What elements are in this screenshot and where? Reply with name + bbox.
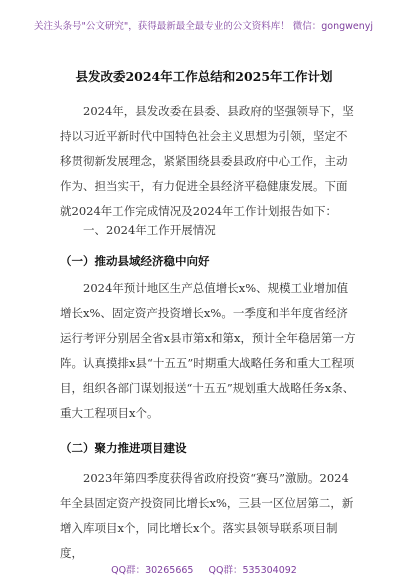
section-heading: 一、2024年工作开展情况 [83, 223, 216, 237]
footer-contact [0, 562, 408, 576]
header-banner: 关注头条号"公文研究"，获得最新最全最专业的公文资料库！ 微信：gongwenyj [34, 21, 374, 32]
paragraph-projects: 2023年第四季度获得省政府投资“赛马”激励。2024年全县固定资产投资同比增长x%，三县一区位居第二，新增入库项目x个，同比增长x个。落实县领导联系项目制度， [60, 471, 354, 560]
intro-paragraph: 2024年，县发改委在县委、县政府的坚强领导下，坚持以习近平新时代中国特色社会主义思想为引领，坚定不移贯彻新发展理念，紧紧围绕县委县政府中心工作，主动作为、担当实干，有力促进全县经济平稳健康发展。下面就2024年工作完成情况及2024年工作计划报告如下： [60, 104, 354, 218]
paragraph-economy: 2024年预计地区生产总值增长x%、规模工业增加值增长x%、固定资产投资增长x%。一季度和半年度省经济运行考评分别居全省x县市第x和第x，预计全年稳居第一方阵。认真摸排x县“十五五”时期重大战略任务和重大工程项目，组织各部门谋划报送“十五五”规划重大战略任务x条、重大工程项目x个。 [60, 281, 356, 420]
footer-qq-1: QQ群：30265665 [111, 565, 194, 576]
subsection-heading-1: （一）推动县域经济稳中向好 [60, 254, 210, 268]
document-title: 县发改委2024年工作总结和2025年工作计划 [75, 69, 333, 84]
subsection-heading-2: （二）聚力推进项目建设 [60, 441, 187, 455]
footer-qq-2: QQ群：535304092 [208, 565, 297, 576]
